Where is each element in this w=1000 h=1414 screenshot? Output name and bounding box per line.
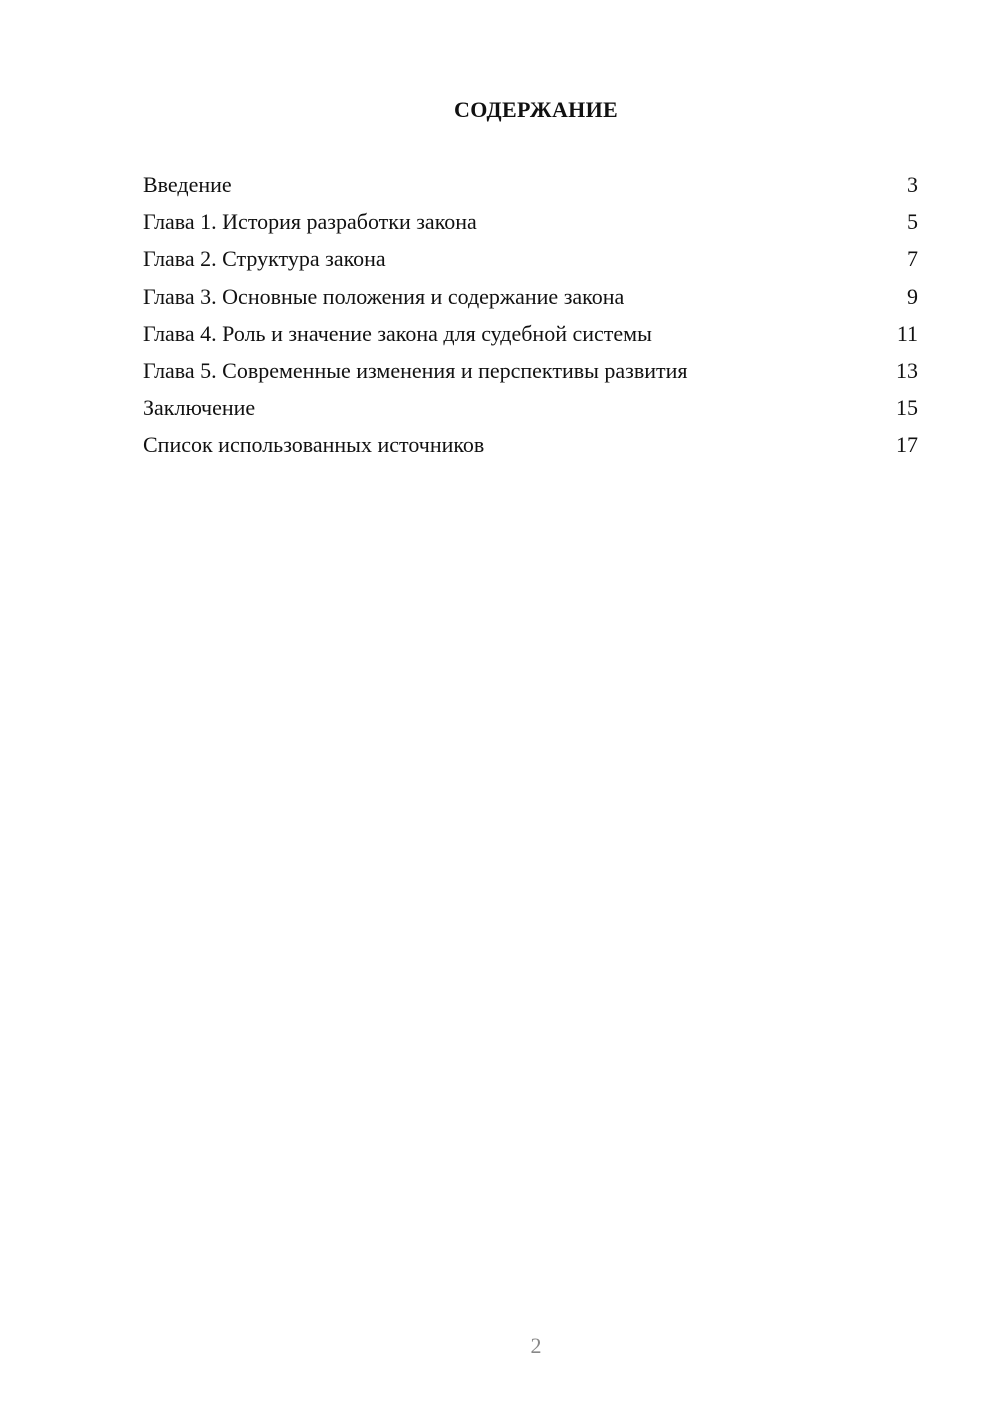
- toc-entry-page: 7: [907, 246, 918, 272]
- toc-entry-chapter-1: [143, 203, 918, 240]
- toc-entry-label: Глава 2. Структура закона: [143, 246, 386, 272]
- toc-entry-chapter-2: [143, 240, 918, 277]
- toc-entry-chapter-5: [143, 352, 918, 389]
- toc-entry-introduction: [143, 166, 918, 203]
- table-of-contents: [143, 166, 918, 464]
- toc-entry-chapter-3: [143, 278, 918, 315]
- toc-entry-label: Глава 3. Основные положения и содержание закона: [143, 283, 625, 309]
- toc-entry-label: Введение: [143, 172, 232, 197]
- toc-entry-page: 5: [907, 209, 918, 235]
- toc-entry-page: 9: [907, 283, 918, 309]
- toc-entry-page: 17: [896, 432, 918, 458]
- toc-entry-page: 15: [896, 395, 918, 421]
- toc-entry-label: Глава 5. Современные изменения и перспективы развития: [143, 357, 688, 383]
- toc-entry-label: Заключение: [143, 395, 256, 421]
- toc-entry-conclusion: [143, 389, 918, 426]
- toc-entry-page: 3: [907, 172, 918, 197]
- toc-entry-chapter-4: [143, 315, 918, 352]
- toc-entry-page: 11: [896, 320, 918, 346]
- toc-entry-page: 13: [896, 357, 918, 383]
- toc-entry-label: Глава 4. Роль и значение закона для судебной системы: [143, 320, 652, 346]
- page-number: 2: [530, 1333, 542, 1358]
- toc-entry-references: [143, 426, 918, 463]
- toc-entry-label: Глава 1. История разработки закона: [143, 209, 477, 235]
- toc-entry-label: Список использованных источников: [143, 432, 485, 458]
- toc-title: СОДЕРЖАНИЕ: [454, 97, 618, 122]
